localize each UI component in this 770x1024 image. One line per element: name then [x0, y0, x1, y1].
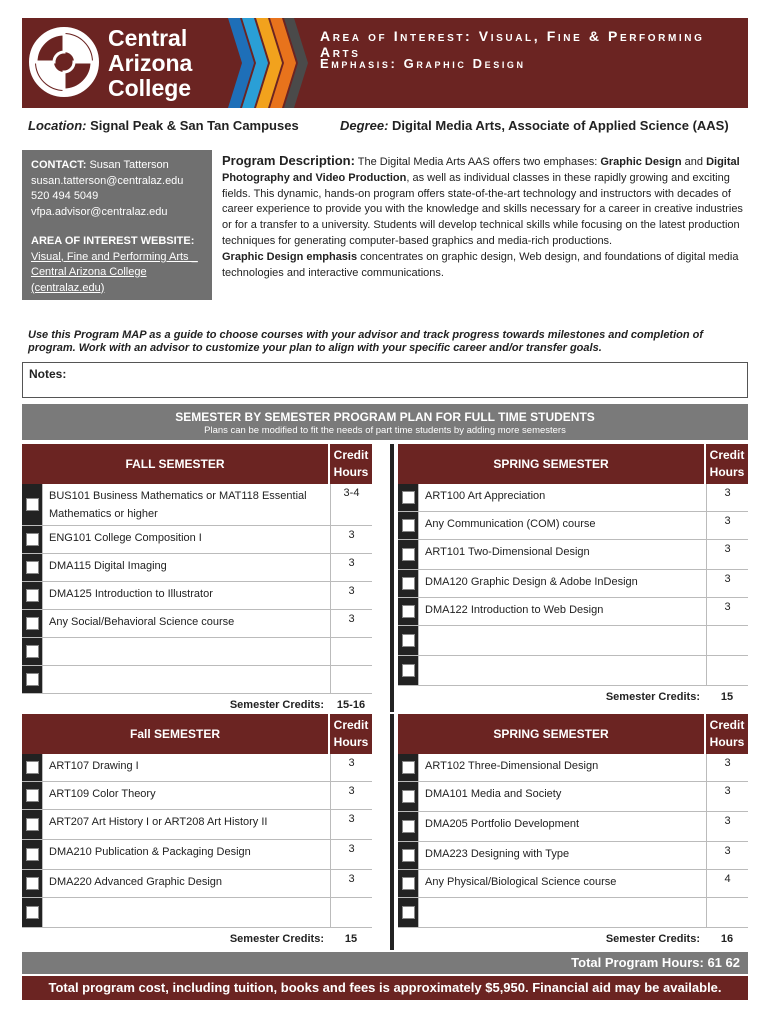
header-banner [22, 18, 748, 108]
course-name: DMA205 Portfolio Development [418, 812, 706, 841]
checkbox-icon [26, 645, 39, 658]
semester-credits-value: 15 [344, 933, 358, 945]
checkbox-icon [26, 673, 39, 686]
notes-label: Notes: [29, 367, 67, 381]
checkbox-icon [402, 820, 415, 833]
course-name [418, 656, 706, 685]
course-checkbox[interactable] [22, 484, 42, 525]
course-checkbox[interactable] [398, 540, 418, 569]
course-checkbox[interactable] [22, 810, 42, 839]
course-checkbox[interactable] [398, 870, 418, 897]
semester-header [22, 714, 372, 754]
course-credits: 4 [706, 870, 748, 897]
credit-hours-header [706, 444, 748, 484]
course-credits [330, 898, 372, 927]
course-credits: 3 [330, 754, 372, 781]
notes-field[interactable] [22, 362, 748, 398]
semester-header [398, 714, 748, 754]
desc-p1-e: , as well as individual classes in these rapidly growing and exciting fields. This dynamic, hands-on program offers state-of-the-art technology and instructors with decades of career experience to provide you with the knowledge and skills necessary for a career in creative industries or for a transfer to a university. Students will develop technical skills while focusing on the latest production techniques for generating computer-based graphics and media-rich productions. [222, 171, 743, 247]
course-credits: 3 [330, 526, 372, 553]
course-row [398, 540, 748, 570]
course-checkbox[interactable] [398, 782, 418, 811]
course-name: ART100 Art Appreciation [418, 484, 706, 511]
checkbox-icon [26, 848, 39, 861]
course-checkbox[interactable] [22, 898, 42, 927]
checkbox-icon [402, 548, 415, 561]
course-credits: 3 [330, 840, 372, 869]
checkbox-icon [26, 761, 39, 774]
course-name: DMA220 Advanced Graphic Design [42, 870, 330, 897]
course-checkbox[interactable] [398, 842, 418, 869]
course-name: DMA125 Introduction to Illustrator [42, 582, 330, 609]
plan-title: SEMESTER BY SEMESTER PROGRAM PLAN FOR FULL TIME STUDENTS [175, 410, 595, 424]
semester-credits-label: Semester Credits: [605, 933, 700, 945]
semester-credits-label: Semester Credits: [605, 691, 700, 703]
semester-credits-value: 15 [720, 691, 734, 703]
description-heading: Program Description: [222, 153, 355, 168]
credit-header-line: Credit [333, 718, 369, 732]
credit-header-line: Hours [333, 735, 369, 749]
desc-p2-b: concentrates on graphic design, Web design, and foundations of digital media technologies and interactive communications. [222, 250, 739, 279]
course-row [22, 840, 372, 870]
logo-line-1: Central [108, 25, 188, 51]
course-row [22, 582, 372, 610]
location-value: Signal Peak & San Tan Campuses [90, 118, 299, 133]
checkbox-icon [26, 589, 39, 602]
website-label: AREA OF INTEREST WEBSITE: [31, 235, 195, 247]
column-divider [390, 444, 394, 712]
course-row [398, 898, 748, 928]
course-checkbox[interactable] [22, 610, 42, 637]
course-row [398, 842, 748, 870]
checkbox-icon [26, 617, 39, 630]
contact-box [22, 150, 212, 300]
course-credits: 3 [706, 512, 748, 539]
course-name: Any Physical/Biological Science course [418, 870, 706, 897]
course-row [398, 656, 748, 686]
course-name: ART107 Drawing I [42, 754, 330, 781]
checkbox-icon [402, 577, 415, 590]
course-row [398, 626, 748, 656]
course-row [398, 870, 748, 898]
course-checkbox[interactable] [22, 782, 42, 809]
emphasis-title: Emphasis: Graphic Design [320, 56, 526, 71]
column-divider [390, 714, 394, 950]
checkbox-icon [402, 877, 415, 890]
desc-p1-a: The Digital Media Arts AAS offers two emphases: [357, 156, 601, 168]
semester-credits-value: 16 [720, 933, 734, 945]
location-label: Location: [28, 118, 87, 133]
course-checkbox[interactable] [398, 484, 418, 511]
course-name: Any Communication (COM) course [418, 512, 706, 539]
course-row [398, 484, 748, 512]
course-checkbox[interactable] [398, 898, 418, 927]
course-credits: 3 [706, 812, 748, 841]
course-name: DMA210 Publication & Packaging Design [42, 840, 330, 869]
course-credits: 3 [330, 610, 372, 637]
course-row [22, 870, 372, 898]
course-name: DMA223 Designing with Type [418, 842, 706, 869]
course-name: DMA101 Media and Society [418, 782, 706, 811]
degree [340, 118, 729, 133]
course-checkbox[interactable] [22, 526, 42, 553]
checkbox-icon [26, 533, 39, 546]
year2-spring-semester [398, 714, 748, 956]
checkbox-icon [26, 877, 39, 890]
course-name [418, 626, 706, 655]
checkbox-icon [402, 605, 415, 618]
semester-header [398, 444, 748, 484]
logo-text [108, 26, 192, 101]
course-credits: 3 [330, 870, 372, 897]
desc-p2-a: Graphic Design emphasis [222, 250, 358, 263]
year1-spring-semester [398, 444, 748, 712]
desc-p1-b: Graphic Design [600, 156, 682, 168]
checkbox-icon [402, 491, 415, 504]
course-row [22, 610, 372, 638]
semester-header [22, 444, 372, 484]
course-credits: 3 [330, 810, 372, 839]
checkbox-icon [402, 761, 415, 774]
course-name: ENG101 College Composition I [42, 526, 330, 553]
contact-name: Susan Tatterson [89, 159, 169, 171]
desc-p1-c: and [681, 156, 707, 168]
course-credits [330, 638, 372, 665]
credit-header-line: Hours [333, 465, 369, 479]
checkbox-icon [26, 906, 39, 919]
course-row [398, 812, 748, 842]
course-checkbox[interactable] [22, 582, 42, 609]
website-link[interactable]: Visual, Fine and Performing Arts _ Central Arizona College (centralaz.edu) [31, 250, 198, 294]
course-row [398, 512, 748, 540]
total-hours-label: Total Program Hours: [571, 955, 704, 970]
course-credits: 3 [706, 484, 748, 511]
plan-header [22, 404, 748, 440]
course-credits: 3 [706, 754, 748, 781]
semester-name: SPRING SEMESTER [398, 714, 704, 754]
course-name: Any Social/Behavioral Science course [42, 610, 330, 637]
chevron-stripes-icon [228, 18, 308, 108]
course-row [22, 666, 372, 694]
course-row [22, 898, 372, 928]
course-credits: 3 [706, 842, 748, 869]
contact-label: CONTACT: [31, 159, 87, 171]
course-checkbox[interactable] [22, 666, 42, 693]
year1-fall-semester [22, 444, 372, 720]
credit-header-line: Credit [709, 448, 745, 462]
program-description [222, 153, 748, 281]
course-name: DMA115 Digital Imaging [42, 554, 330, 581]
degree-label: Degree: [340, 118, 389, 133]
course-checkbox[interactable] [398, 656, 418, 685]
checkbox-icon [26, 561, 39, 574]
course-credits: 3 [706, 598, 748, 625]
checkbox-icon [26, 789, 39, 802]
course-row [22, 810, 372, 840]
course-credits: 3 [330, 782, 372, 809]
course-row [22, 782, 372, 810]
checkbox-icon [402, 906, 415, 919]
course-credits [706, 898, 748, 927]
credit-header-line: Hours [709, 465, 745, 479]
program-cost: Total program cost, including tuition, books and fees is approximately $5,950. Financial aid may be available. [22, 976, 748, 1000]
course-row [22, 526, 372, 554]
guide-text: Use this Program MAP as a guide to choose courses with your advisor and track progress towards milestones and completion of program. Work with an advisor to customize your plan to align with your specific career and/or transfer goals. [28, 329, 704, 354]
total-hours-value: 61 62 [707, 955, 740, 970]
course-name [42, 638, 330, 665]
total-program-hours [22, 952, 748, 974]
course-name: ART207 Art History I or ART208 Art History II [42, 810, 330, 839]
checkbox-icon [402, 790, 415, 803]
advisor-email[interactable]: vfpa.advisor@centralaz.edu [31, 205, 168, 218]
logo-line-2: Arizona [108, 50, 193, 76]
course-name: BUS101 Business Mathematics or MAT118 Essential Mathematics or higher [42, 484, 330, 525]
plan-subtitle: Plans can be modified to fit the needs of part time students by adding more semesters [204, 425, 566, 436]
location [28, 118, 299, 133]
checkbox-icon [402, 664, 415, 677]
course-name [418, 898, 706, 927]
year2-fall-semester [22, 714, 372, 956]
desc-p1-d: Digital Photography and Video Production [222, 156, 740, 184]
course-name: DMA120 Graphic Design & Adobe InDesign [418, 570, 706, 597]
logo-line-3: College [108, 75, 192, 101]
course-checkbox[interactable] [22, 870, 42, 897]
course-row [22, 754, 372, 782]
course-checkbox[interactable] [398, 570, 418, 597]
course-credits: 3 [706, 782, 748, 811]
credit-header-line: Credit [333, 448, 369, 462]
checkbox-icon [402, 519, 415, 532]
logo-mark-icon [28, 26, 100, 98]
course-row [398, 782, 748, 812]
course-credits: 3-4 [330, 484, 372, 525]
contact-email[interactable]: susan.tatterson@centralaz.edu [31, 174, 184, 187]
course-checkbox[interactable] [22, 840, 42, 869]
course-row [22, 638, 372, 666]
degree-value: Digital Media Arts, Associate of Applied Science (AAS) [392, 118, 729, 133]
course-checkbox[interactable] [22, 754, 42, 781]
course-credits: 3 [330, 582, 372, 609]
course-credits: 3 [706, 570, 748, 597]
semester-name: Fall SEMESTER [22, 714, 328, 754]
course-credits [706, 656, 748, 685]
checkbox-icon [26, 498, 39, 511]
course-name [42, 898, 330, 927]
course-credits [330, 666, 372, 693]
course-checkbox[interactable] [398, 812, 418, 841]
course-row [22, 484, 372, 526]
course-name: DMA122 Introduction to Web Design [418, 598, 706, 625]
contact-phone: 520 494 5049 [31, 190, 99, 202]
course-credits [706, 626, 748, 655]
course-credits: 3 [330, 554, 372, 581]
course-checkbox[interactable] [398, 598, 418, 625]
semester-credits-label: Semester Credits: [229, 933, 324, 945]
area-of-interest-title: Area of Interest: Visual, Fine & Performing Arts [320, 28, 705, 60]
checkbox-icon [26, 818, 39, 831]
course-checkbox[interactable] [22, 638, 42, 665]
semester-name: SPRING SEMESTER [398, 444, 704, 484]
credit-hours-header [706, 714, 748, 754]
credit-header-line: Hours [709, 735, 745, 749]
course-name [42, 666, 330, 693]
semester-credits-value: 15-16 [336, 699, 366, 711]
credit-hours-header [330, 444, 372, 484]
course-name: ART101 Two-Dimensional Design [418, 540, 706, 569]
course-row [22, 554, 372, 582]
semester-credits [398, 686, 748, 712]
college-logo [22, 18, 230, 108]
course-name: ART102 Three-Dimensional Design [418, 754, 706, 781]
course-row [398, 570, 748, 598]
semester-credits-label: Semester Credits: [229, 699, 324, 711]
course-checkbox[interactable] [398, 512, 418, 539]
semester-name: FALL SEMESTER [22, 444, 328, 484]
checkbox-icon [402, 849, 415, 862]
course-checkbox[interactable] [398, 754, 418, 781]
credit-hours-header [330, 714, 372, 754]
credit-header-line: Credit [709, 718, 745, 732]
course-credits: 3 [706, 540, 748, 569]
course-name: ART109 Color Theory [42, 782, 330, 809]
course-row [398, 754, 748, 782]
course-row [398, 598, 748, 626]
checkbox-icon [402, 634, 415, 647]
course-checkbox[interactable] [398, 626, 418, 655]
course-checkbox[interactable] [22, 554, 42, 581]
